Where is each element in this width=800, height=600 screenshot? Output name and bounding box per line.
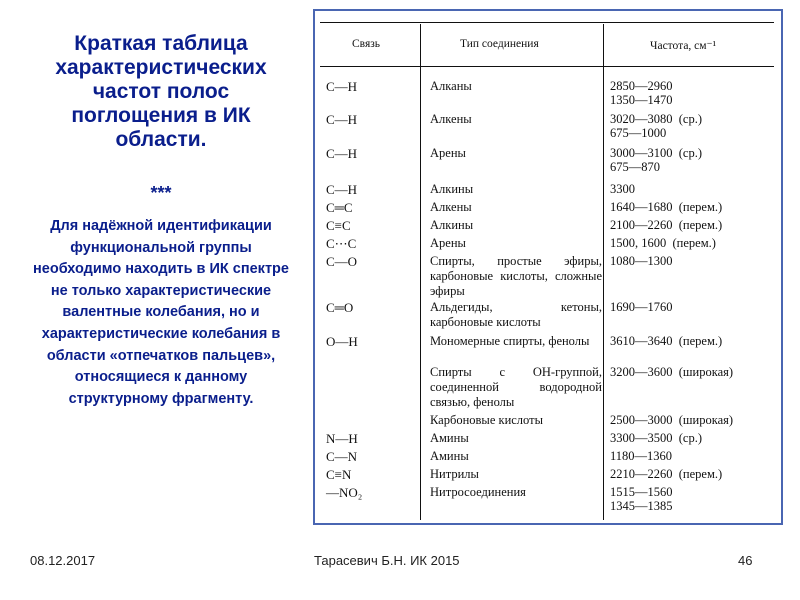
table-header-rule (320, 66, 774, 67)
cell-bond: O—H (326, 334, 358, 349)
cell-frequency (610, 485, 774, 513)
cell-bond: C—H (326, 146, 358, 161)
cell-frequency (610, 146, 774, 174)
cell-bond: N—H (326, 431, 358, 446)
cell-compound-type: Алкены (430, 112, 472, 126)
cell-frequency (610, 200, 774, 214)
column-divider (420, 24, 421, 520)
cell-compound-type: Арены (430, 236, 466, 250)
header-frequency: Частота, см⁻¹ (650, 40, 717, 52)
cell-frequency (610, 112, 774, 140)
cell-frequency (610, 79, 774, 107)
frequency-line: 1350—1470 (610, 93, 673, 107)
cell-frequency (610, 334, 774, 348)
cell-frequency (610, 413, 774, 427)
cell-bond: C—H (326, 182, 358, 197)
frequency-line: 1500, 1600 (перем.) (610, 236, 716, 250)
cell-bond: C═O (326, 300, 354, 315)
frequency-line: 1515—1560 (610, 485, 673, 499)
footer-author: Тарасевич Б.Н. ИК 2015 (314, 553, 460, 568)
frequency-line: 1345—1385 (610, 499, 673, 513)
frequency-line: 1080—1300 (610, 254, 673, 268)
slide-title: Краткая таблица характеристических частот полос поглощения в ИК области. (55, 32, 267, 151)
cell-frequency (610, 182, 774, 196)
cell-frequency (610, 236, 774, 250)
slide-body-text: Для надёжной идентификации функциональной группы необходимо находить в ИК спектре не только характеристические валентные колебания, но и характеристические колебания в области «отпечатков пальцев», относящиеся к данному структурному фрагменту. (33, 218, 289, 407)
cell-compound-type: Спирты, простые эфиры, карбоновые кислоты, сложные эфиры (430, 254, 602, 298)
frequency-line: 2210—2260 (перем.) (610, 467, 723, 481)
cell-compound-type: Нитросоединения (430, 485, 526, 499)
frequency-line: 2850—2960 (610, 79, 673, 93)
cell-compound-type: Нитрилы (430, 467, 479, 481)
cell-bond: C⋯C (326, 236, 357, 251)
frequency-line: 1640—1680 (перем.) (610, 200, 723, 214)
frequency-line: 1180—1360 (610, 449, 673, 463)
cell-compound-type: Алкены (430, 200, 472, 214)
cell-frequency (610, 431, 774, 445)
cell-compound-type: Алканы (430, 79, 472, 93)
frequency-line: 1690—1760 (610, 300, 673, 314)
cell-bond: C═C (326, 200, 353, 215)
frequency-line: 3020—3080 (ср.) (610, 112, 702, 126)
cell-compound-type: Карбоновые кислоты (430, 413, 543, 427)
separator-stars: *** (150, 183, 172, 203)
cell-compound-type: Спирты с OH-группой, соединенной водородной связью, фенолы (430, 365, 602, 409)
cell-compound-type: Алкины (430, 218, 474, 232)
frequency-line: 3000—3100 (ср.) (610, 146, 702, 160)
table-top-rule (320, 22, 774, 23)
cell-compound-type: Альдегиды, кетоны, карбоновые кислоты (430, 300, 602, 329)
cell-frequency (610, 467, 774, 481)
frequency-line: 2100—2260 (перем.) (610, 218, 723, 232)
column-divider (603, 24, 604, 520)
cell-frequency (610, 218, 774, 232)
cell-bond: C—H (326, 112, 358, 127)
cell-bond: —NO₂ (326, 485, 363, 500)
footer-page-number: 46 (738, 553, 753, 568)
ir-frequency-table-frame (313, 9, 783, 525)
frequency-line: 3300 (610, 182, 635, 196)
cell-compound-type: Арены (430, 146, 466, 160)
frequency-line: 675—870 (610, 160, 660, 174)
cell-bond: C—O (326, 254, 358, 269)
header-bond: Связь (352, 38, 381, 50)
cell-frequency (610, 254, 774, 268)
frequency-line: 2500—3000 (широкая) (610, 413, 734, 427)
frequency-line: 675—1000 (610, 126, 667, 140)
frequency-line: 3300—3500 (ср.) (610, 431, 702, 445)
cell-bond: C—N (326, 449, 358, 464)
cell-compound-type: Амины (430, 431, 469, 445)
cell-compound-type: Мономерные спирты, фенолы (430, 334, 590, 348)
cell-bond: C≡C (326, 218, 351, 233)
cell-frequency (610, 449, 774, 463)
frequency-line: 3610—3640 (перем.) (610, 334, 723, 348)
frequency-line: 3200—3600 (широкая) (610, 365, 734, 379)
cell-bond: C≡N (326, 467, 352, 482)
cell-frequency (610, 365, 774, 379)
cell-bond: C—H (326, 79, 358, 94)
footer-date: 08.12.2017 (30, 553, 96, 568)
cell-frequency (610, 300, 774, 314)
cell-compound-type: Амины (430, 449, 469, 463)
cell-compound-type: Алкины (430, 182, 474, 196)
header-compound-type: Тип соединения (460, 38, 539, 50)
